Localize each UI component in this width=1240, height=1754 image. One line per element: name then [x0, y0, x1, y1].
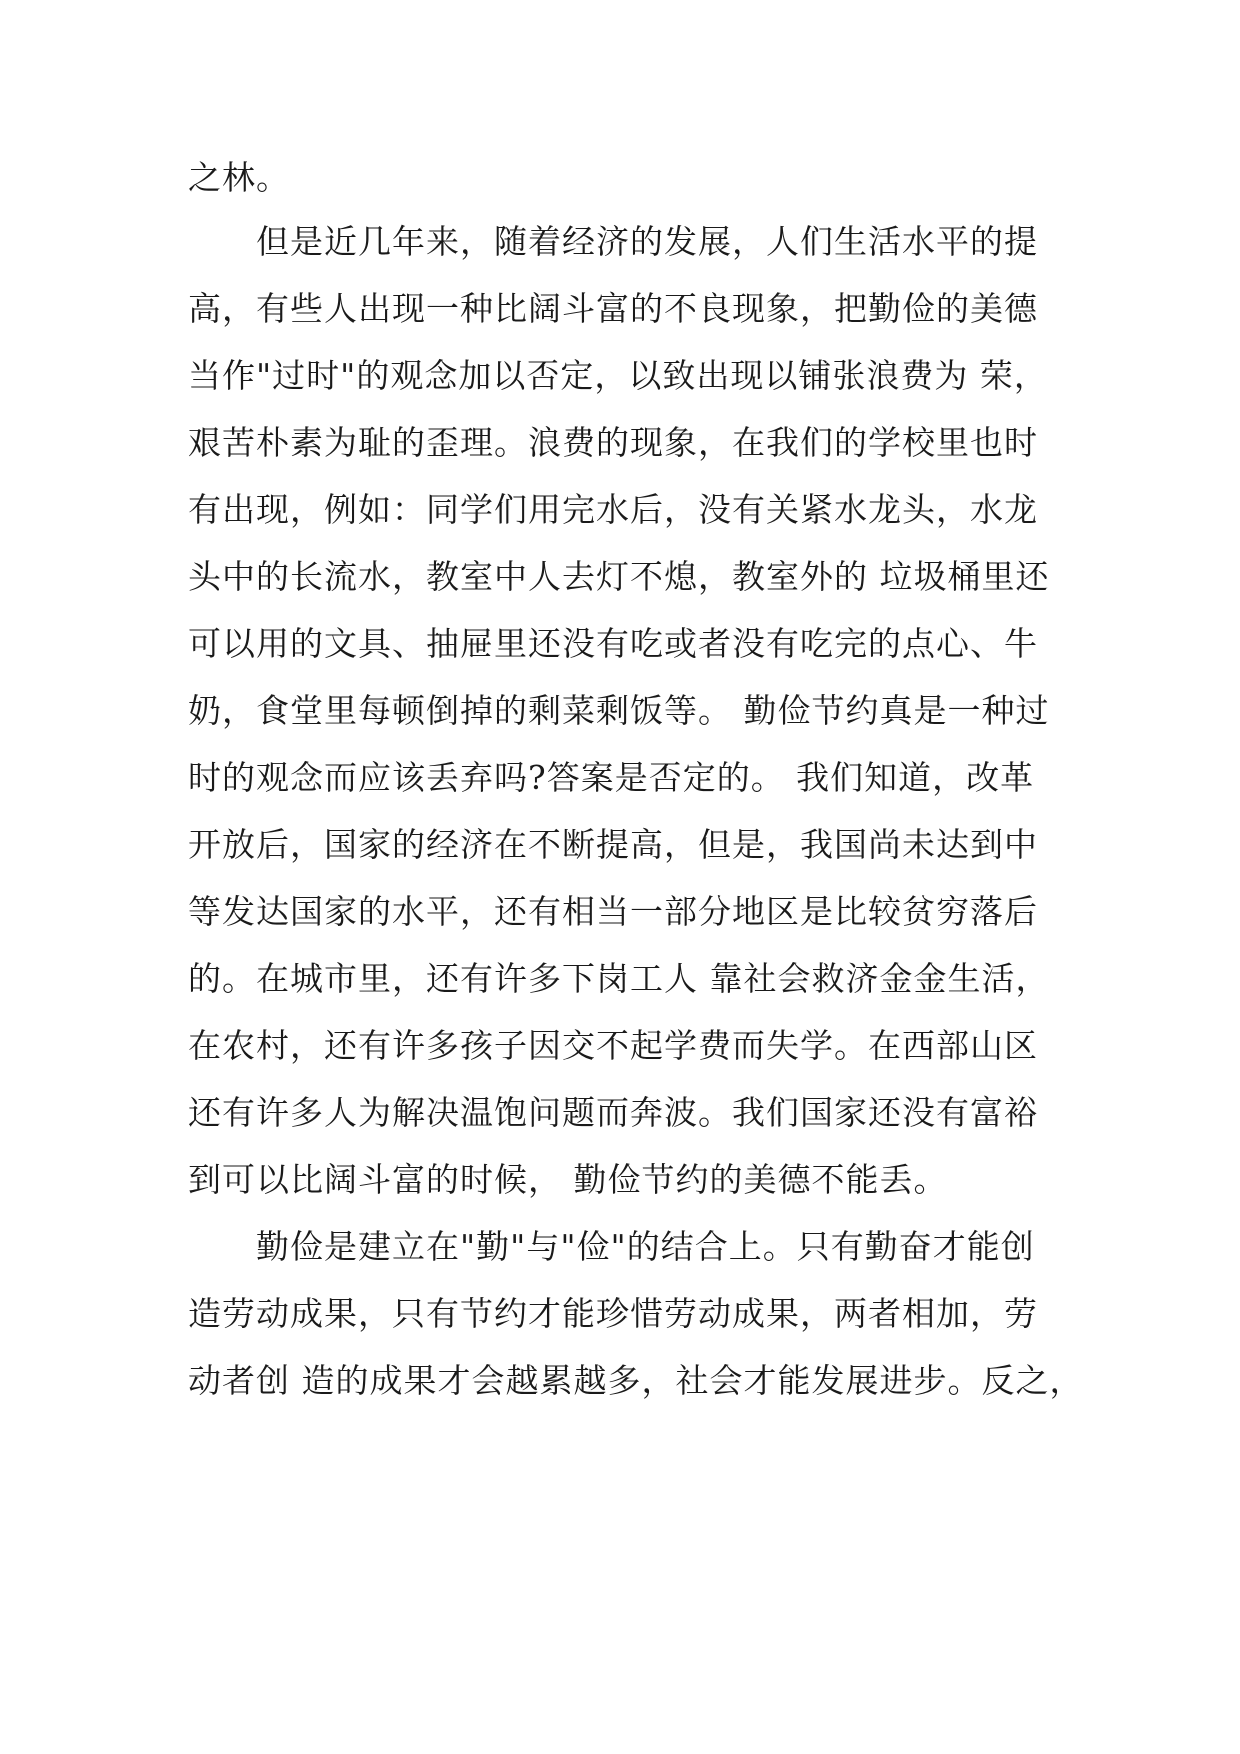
- text-line: 但是近几年来，随着经济的发展，人们生活水平的提: [188, 222, 1038, 261]
- text-line: 有出现，例如：同学们用完水后，没有关紧水龙头，水龙: [188, 490, 1038, 529]
- text-line: 造劳动成果，只有节约才能珍惜劳动成果，两者相加，劳: [188, 1294, 1038, 1333]
- text-line: 在农村，还有许多孩子因交不起学费而失学。在西部山区: [188, 1026, 1038, 1065]
- text-line: 勤俭是建立在"勤"与"俭"的结合上。只有勤奋才能创: [188, 1227, 1035, 1266]
- text-line: 等发达国家的水平，还有相当一部分地区是比较贫穷落后: [188, 892, 1038, 931]
- text-line: 高，有些人出现一种比阔斗富的不良现象，把勤俭的美德: [188, 289, 1038, 328]
- text-line: 之林。: [188, 158, 290, 197]
- text-line: 到可以比阔斗富的时候， 勤俭节约的美德不能丢。: [188, 1160, 948, 1199]
- text-line: 动者创 造的成果才会越累越多，社会才能发展进步。反之，: [188, 1361, 1084, 1400]
- text-line: 可以用的文具、抽屉里还没有吃或者没有吃完的点心、牛: [188, 624, 1038, 663]
- text-line: 头中的长流水，教室中人去灯不熄，教室外的 垃圾桶里还: [188, 557, 1050, 596]
- text-line: 还有许多人为解决温饱问题而奔波。我们国家还没有富裕: [188, 1093, 1038, 1132]
- text-line: 艰苦朴素为耻的歪理。浪费的现象，在我们的学校里也时: [188, 423, 1038, 462]
- text-line: 当作"过时"的观念加以否定，以致出现以铺张浪费为 荣，: [188, 356, 1048, 395]
- text-line: 时的观念而应该丢弃吗?答案是否定的。 我们知道，改革: [188, 758, 1035, 797]
- text-line: 开放后，国家的经济在不断提高，但是，我国尚未达到中: [188, 825, 1038, 864]
- text-line: 奶，食堂里每顿倒掉的剩菜剩饭等。 勤俭节约真是一种过: [188, 691, 1050, 730]
- text-line: 的。在城市里，还有许多下岗工人 靠社会救济金金生活，: [188, 959, 1050, 998]
